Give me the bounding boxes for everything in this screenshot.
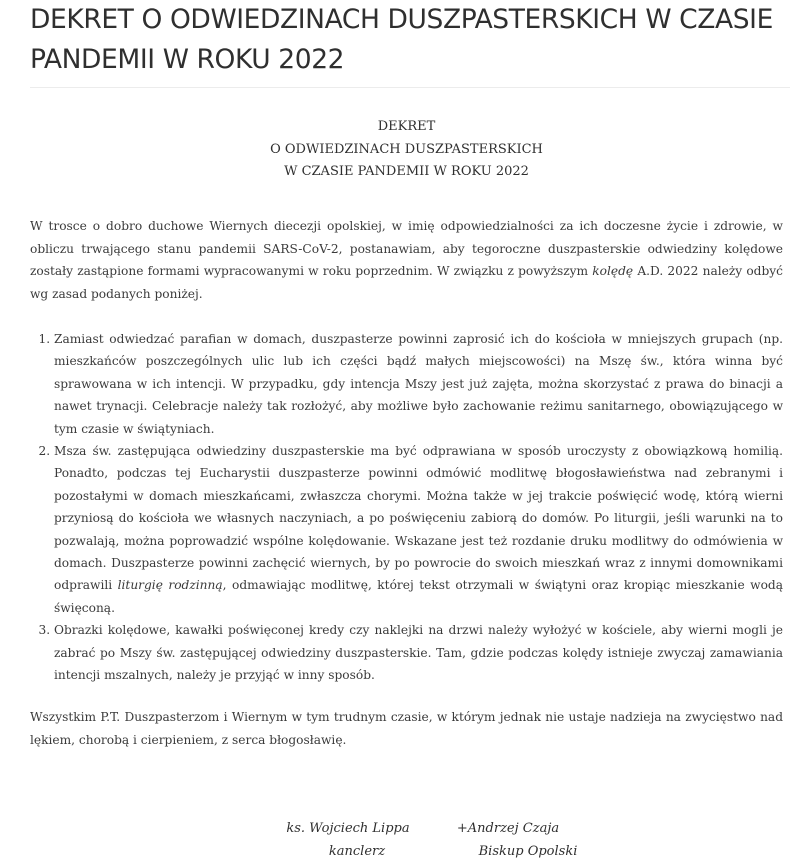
intro-paragraph xyxy=(30,215,783,305)
signature-right-role: Biskup Opolski xyxy=(478,844,578,859)
decree-heading xyxy=(30,116,783,184)
intro-text-part-1: W trosce o dobro duchowe Wiernych diecezji opolskiej, w imię odpowiedzialności za ich doczesne życie i zdrowie, w obliczu trwającego stanu pandemii SARS-CoV-2, postanawiam, aby tegoroczne duszpasterskie odwiedziny kolędowe zostały zastąpione formami wypracowanymi w roku poprzednim. W związku z powyższym xyxy=(30,219,783,278)
point-3-text: Obrazki kolędowe, kawałki poświęconej kredy czy naklejki na drzwi należy wyłożyć w kościele, aby wierni mogli je zabrać po Mszy św. zastępującej odwiedziny duszpasterskie. Tam, gdzie podczas kolędy istnieje zwyczaj zamawiania intencji mszalnych, należy je przyjąć w inny sposób. xyxy=(54,623,783,683)
page-title: DEKRET O ODWIEDZINACH DUSZPASTERSKICH W CZASIE PANDEMII W ROKU 2022 xyxy=(30,0,790,88)
heading-line-2: O ODWIEDZINACH DUSZPASTERSKICH xyxy=(270,141,543,157)
signature-right-name: +Andrzej Czaja xyxy=(456,821,560,836)
closing-paragraph: Wszystkim P.T. Duszpasterzom i Wiernym w tym trudnym czasie, w którym jednak nie ustaje nadzieja na zwycięstwo nad lękiem, chorobą i cierpieniem, z serca błogosławię. xyxy=(30,710,783,747)
point-2-text-part-1: Msza św. zastępująca odwiedziny duszpasterskie ma być odprawiana w sposób uroczysty z obowiązkową homilią. Ponadto, podczas tej Eucharystii duszpasterze powinni odmówić modlitwę błogosławieństwa nad zebranymi i pozostałymi w domach mieszkańcami, zwłaszcza chorymi. Można także w jej trakcie poświęcić wodę, którą wierni przyniosą do kościoła we własnych naczyniach, a po poświęceniu zabiorą do domów. Po liturgii, jeśli warunki na to pozwalają, można poprowadzić wspólne kolędowanie. Wskazane jest też rozdanie druku modlitwy do odmówienia w domach. Duszpasterze powinni zachęcić wiernych, by po powrocie do swoich mieszkań wraz z innymi domownikami odprawili xyxy=(54,444,783,593)
signature-bishop xyxy=(434,817,582,863)
signature-chancellor xyxy=(272,817,424,863)
list-item xyxy=(54,440,783,619)
signature-left-role: kanclerz xyxy=(328,844,386,859)
list-item xyxy=(54,328,783,440)
point-1-text: Zamiast odwiedzać parafian w domach, duszpasterze powinni zaprosić ich do kościoła w mniejszych grupach (np. mieszkańców poszczególnych ulic lub ich części bądź małych miejscowości) na Mszę św., która winna być sprawowana w ich intencji. W przypadku, gdy intencja Mszy jest już zajęta, można skorzystać z prawa do binacji a nawet trynacji. Celebracje należy tak rozłożyć, aby możliwe było zachowanie reżimu sanitarnego, obowiązującego w tym czasie w świątyniach. xyxy=(54,332,783,436)
heading-line-1: DEKRET xyxy=(377,119,436,134)
point-2-emphasis: liturgię rodzinną xyxy=(117,578,223,593)
heading-line-3: W CZASIE PANDEMII W ROKU 2022 xyxy=(284,164,529,179)
point-2-text-part-2: , odmawiając modlitwę, której tekst otrzymali w świątyni oraz kropiąc mieszkanie wodą święconą. xyxy=(54,578,783,615)
signature-left-name: ks. Wojciech Lippa xyxy=(286,821,410,836)
decree-points-list xyxy=(30,328,783,687)
intro-text-part-2: A.D. 2022 należy odbyć wg zasad podanych poniżej. xyxy=(30,264,783,301)
list-item xyxy=(54,619,783,686)
intro-emphasis: kolędę xyxy=(592,264,634,278)
